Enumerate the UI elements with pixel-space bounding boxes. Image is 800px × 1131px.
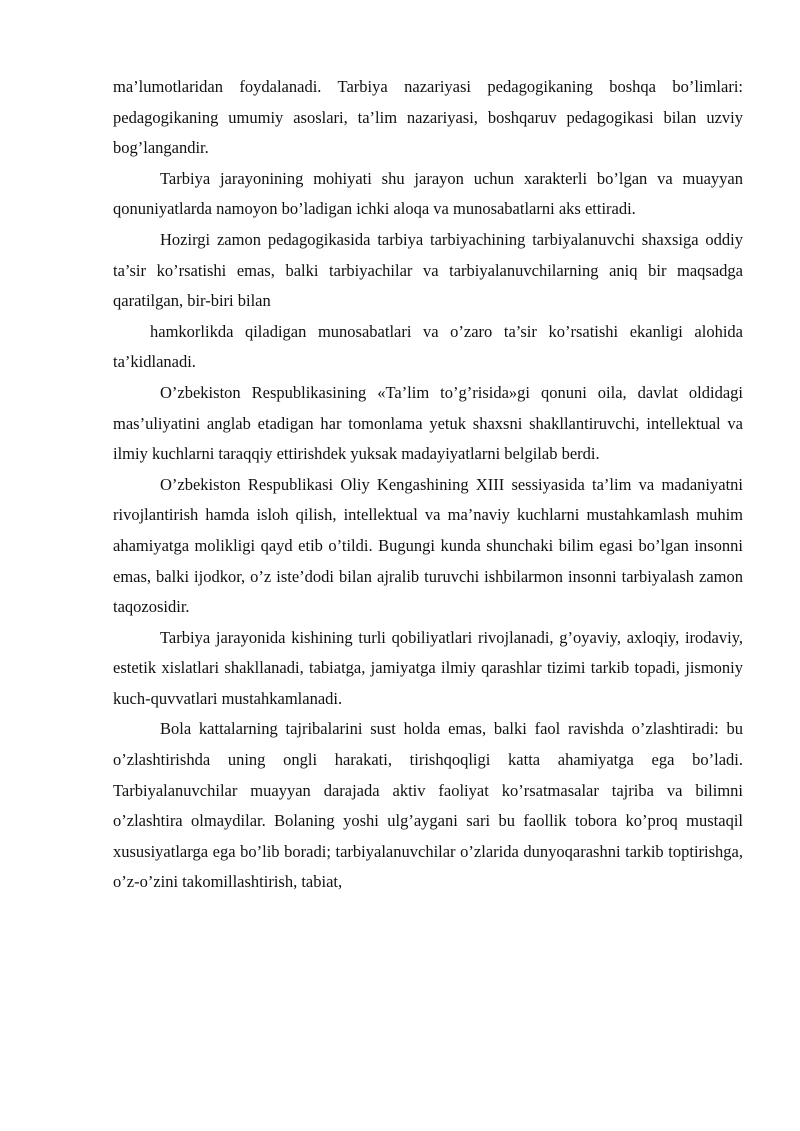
paragraph-continuation: ma’lumotlaridan foydalanadi. Tarbiya nazariyasi pedagogikaning boshqa bo’limlari: pedagogikaning umumiy asoslari, ta’lim nazariyasi, boshqaruv pedagogikasi bilan uzviy bog’langandir.	[113, 77, 743, 158]
paragraph-oliy-kengash: O’zbekiston Respublikasi Oliy Kengashining XIII sessiyasida ta’lim va madaniyatni rivojlantirish hamda isloh qilish, intellektual va ma’naviy kuchlarni mustahkamlash muhim ahamiyatga molikligi qayd etib o’tildi. Bugungi kunda shunchaki bilim egasi bo’lgan insonni emas, balki ijodkor, o’z iste’dodi bilan ajralib turuvchi ishbilarmon insonni tarbiyalash zamon taqozosidir.	[113, 474, 743, 617]
paragraph-hamkorlikda: hamkorlikda qiladigan munosabatlari va o’zaro ta’sir ko’rsatishi ekanligi alohida ta’kidlanadi.	[113, 321, 743, 372]
paragraph-tarbiya-mohiyati: Tarbiya jarayonining mohiyati shu jarayon uchun xarakterli bo’lgan va muayyan qonuniyatlarda namoyon bo’ladigan ichki aloqa va munosabatlarni aks ettiradi.	[113, 168, 743, 219]
paragraph-hozirgi-zamon: Hozirgi zamon pedagogikasida tarbiya tarbiyachining tarbiyalanuvchi shaxsiga oddiy ta’sir ko’rsatishi emas, balki tarbiyachilar va tarbiyalanuvchilarning aniq bir maqsadga qaratilgan, bir-biri bilan	[113, 229, 743, 311]
document-page	[113, 72, 743, 898]
paragraph-tarbiya-jarayoni: Tarbiya jarayonida kishining turli qobiliyatlari rivojlanadi, g’oyaviy, axloqiy, irodaviy, estetik xislatlari shakllanadi, tabiatga, jamiyatga ilmiy qarashlar tizimi tarkib topadi, jismoniy kuch-quvvatlari mustahkamlanadi.	[113, 627, 743, 708]
paragraph-talim-qonuni: O’zbekiston Respublikasining «Ta’lim to’g’risida»gi qonuni oila, davlat oldidagi mas’uliyatini anglab etadigan har tomonlama yetuk shaxsni shakllantiruvchi, intellektual va ilmiy kuchlarni taraqqiy ettirishdek yuksak madayiyatlarni belgilab berdi.	[113, 382, 743, 464]
paragraph-bola-kattalar: Bola kattalarning tajribalarini sust holda emas, balki faol ravishda o’zlashtiradi: bu o’zlashtirishda uning ongli harakati, tirishqoqligi katta ahamiyatga ega bo’ladi. Tarbiyalanuvchilar muayyan darajada aktiv faoliyat ko’rsatmasalar tajriba va bilimni o’zlashtira olmaydilar. Bolaning yoshi ulg’aygani sari bu faollik tobora ko’proq mustaqil xususiyatlarga ega bo’lib boradi; tarbiyalanuvchilar o’zlarida dunyoqarashni tarkib toptirishga, o’z-o’zini takomillashtirish, tabiat,	[113, 719, 743, 892]
